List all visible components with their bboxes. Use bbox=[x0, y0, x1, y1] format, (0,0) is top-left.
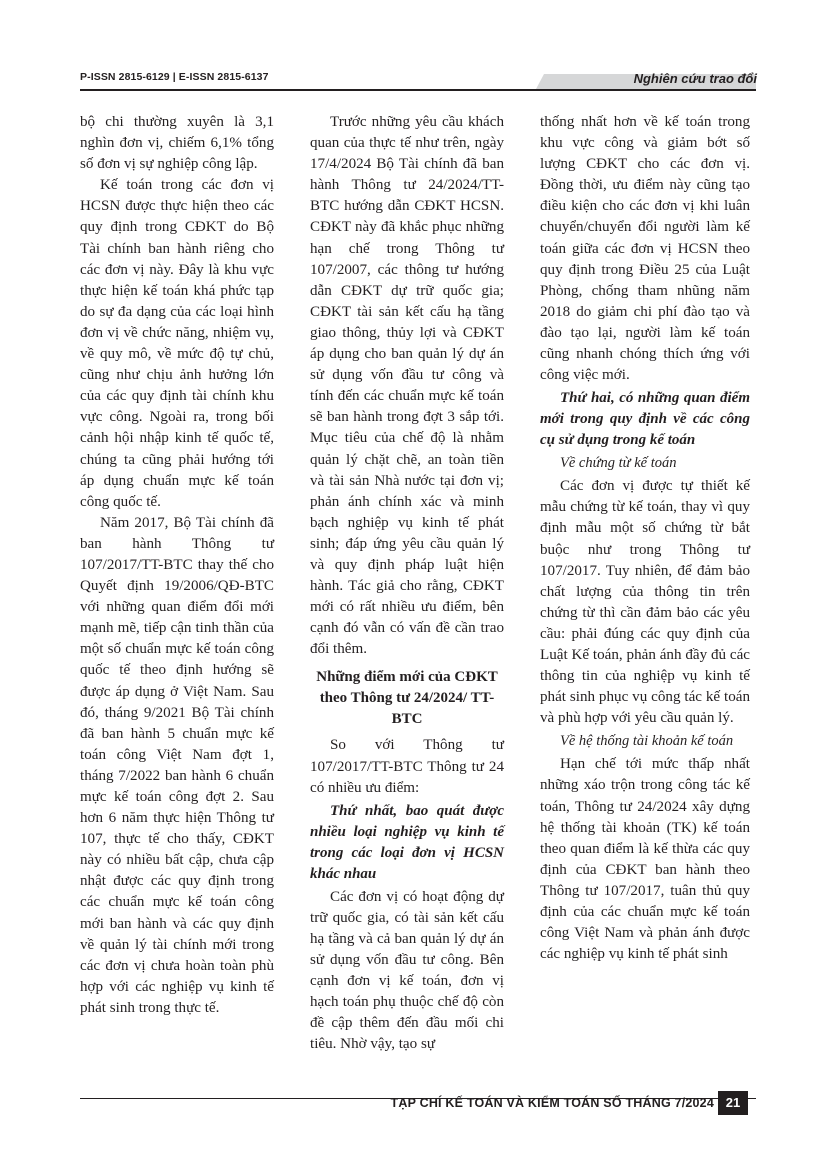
header-rule bbox=[80, 89, 756, 91]
col3-paragraph-1: thống nhất hơn về kế toán trong khu vực công và giảm bớt số lượng CĐKT cho các đơn vị. Đồng thời, ưu điểm này cũng tạo điều kiện cho các đơn vị khi luân chuyển/chuyển đổi người làm kế toán giữa các đơn vị HCSN theo quy định trong Điều 25 của Luật Phòng, chống tham nhũng năm 2018 do giảm chi phí đào tạo và đào tạo lại, người làm kế toán cũng nhanh chóng thích ứng với công việc mới. bbox=[540, 114, 750, 384]
col2-paragraph-2: So với Thông tư 107/2017/TT-BTC Thông tư 24 có nhiều ưu điểm: bbox=[310, 737, 504, 796]
issn-label: P-ISSN 2815-6129 | E-ISSN 2815-6137 bbox=[80, 71, 269, 83]
journal-title: TẠP CHÍ KẾ TOÁN VÀ KIỂM TOÁN SỐ THÁNG 7/2024 bbox=[390, 1096, 714, 1110]
col2-subheading: Thứ nhất, bao quát được nhiều loại nghiệp vụ kinh tế trong các loại đơn vị HCSN khác nhau bbox=[310, 802, 504, 882]
section-heading: Những điểm mới của CĐKT theo Thông tư 24/2024/ TT-BTC bbox=[316, 669, 498, 728]
col2-paragraph-3: Các đơn vị có hoạt động dự trữ quốc gia, có tài sản kết cấu hạ tầng và cả ban quản lý dự án sử dụng vốn đầu tư công. Bên cạnh đơn vị kế toán, đơn vị hạch toán phụ thuộc chế độ còn đề cập thêm đến đầu mối chi tiêu. Nhờ vậy, tạo sự bbox=[310, 888, 504, 1053]
col3-paragraph-3: Hạn chế tới mức thấp nhất những xáo trộn trong công tác kế toán, Thông tư 24/2024 xây dựng hệ thống tài khoản (TK) kế toán theo quan điểm là kế thừa các quy định của CĐKT ban hành theo Thông tư 107/2017, tuân thủ quy định của các chuẩn mực kế toán công Việt Nam và phản ánh được các nghiệp vụ kinh tế phát sinh bbox=[540, 756, 750, 963]
col1-paragraph-3: Năm 2017, Bộ Tài chính đã ban hành Thông tư 107/2017/TT-BTC thay thế cho Quyết định 19/2006/QĐ-BTC với những quan điểm đổi mới mạnh mẽ, tiếp cận tinh thần của một số chuẩn mực kế toán công quốc tế theo định hướng sẽ được áp dụng ở Việt Nam. Sau đó, tháng 9/2021 Bộ Tài chính đã ban hành 5 chuẩn mực kế toán công Việt Nam đợt 1, tháng 7/2022 ban hành 6 chuẩn mực kế toán công đợt 2. Sau hơn 6 năm thực hiện Thông tư 107, thực tế cho thấy, CĐKT này có nhiều bất cập, chưa cập nhật được các quy định trong các chuẩn mực kế toán công mới ban hành và các quy định về quản lý tài chính mới trong các đơn vị chưa hoàn toàn phù hợp với các nghiệp vụ kinh tế phát sinh trong thực tế. bbox=[80, 514, 274, 1016]
section-title: Nghiên cứu trao đổi bbox=[633, 71, 757, 86]
col1-paragraph-1: bộ chi thường xuyên là 3,1 nghìn đơn vị, chiếm 6,1% tổng số đơn vị sự nghiệp công lập. bbox=[80, 114, 274, 173]
column-3 bbox=[540, 112, 750, 965]
page-number: 21 bbox=[718, 1091, 748, 1115]
col1-paragraph-2: Kế toán trong các đơn vị HCSN được thực hiện theo các quy định trong CĐKT do Bộ Tài chính ban hành riêng cho các đơn vị này. Đây là khu vực thực hiện kế toán khá phức tạp do sự đa dạng của các loại hình đơn vị về chức năng, nhiệm vụ, về quy mô, về mức độ tự chủ, cũng như chịu ảnh hưởng lớn của các quy định tài chính khu vực công. Ngoài ra, trong bối cảnh hội nhập kinh tế quốc tế, chúng ta cũng phải hướng tới áp dụng chuẩn mực kế toán công quốc tế. bbox=[80, 177, 274, 510]
column-2 bbox=[310, 112, 504, 1055]
col2-paragraph-1: Trước những yêu cầu khách quan của thực tế như trên, ngày 17/4/2024 Bộ Tài chính đã ban hành Thông tư 24/2024/TT-BTC hướng dẫn CĐKT HCSN. CĐKT này đã khắc phục những hạn chế trong Thông tư 107/2007, các thông tư hướng dẫn CĐKT dự trữ quốc gia; CĐKT tài sản kết cấu hạ tầng giao thông, thủy lợi và CĐKT áp dụng cho ban quản lý dự án sử dụng vốn đầu tư công và tính đến các chuẩn mực kế toán sẽ ban hành trong đợt 3 sắp tới. Mục tiêu của chế độ là nhằm quản lý chặt chẽ, an toàn tiền và tài sản Nhà nước tại đơn vị; phản ánh chính xác và minh bạch nghiệp vụ kinh tế phát sinh; đáp ứng yêu cầu quản lý và quy định pháp luật hiện hành. Tác giả cho rằng, CĐKT mới có rất nhiều ưu điểm, bên cạnh đó vẫn có vấn đề cần trao đổi thêm. bbox=[310, 114, 504, 658]
col3-subtitle-accounts: Về hệ thống tài khoản kế toán bbox=[560, 733, 734, 750]
col3-subtitle-vouchers: Về chứng từ kế toán bbox=[560, 455, 677, 472]
col3-paragraph-2: Các đơn vị được tự thiết kế mẫu chứng từ kế toán, thay vì quy định mẫu một số chứng từ bắt buộc như trong Thông tư 107/2017. Tuy nhiên, để đảm bảo chất lượng của thông tin trên chứng từ thì cần đảm bảo các yêu cầu: phải đúng các quy định của Luật Kế toán, phản ánh đầy đủ các thông tin của nghiệp vụ kinh tế phát sinh phục vụ công tác kế toán và phù hợp với yêu cầu quản lý. bbox=[540, 478, 750, 727]
column-1 bbox=[80, 112, 274, 1019]
col3-subheading: Thứ hai, có những quan điểm mới trong quy định về các công cụ sử dụng trong kế toán bbox=[540, 390, 750, 449]
